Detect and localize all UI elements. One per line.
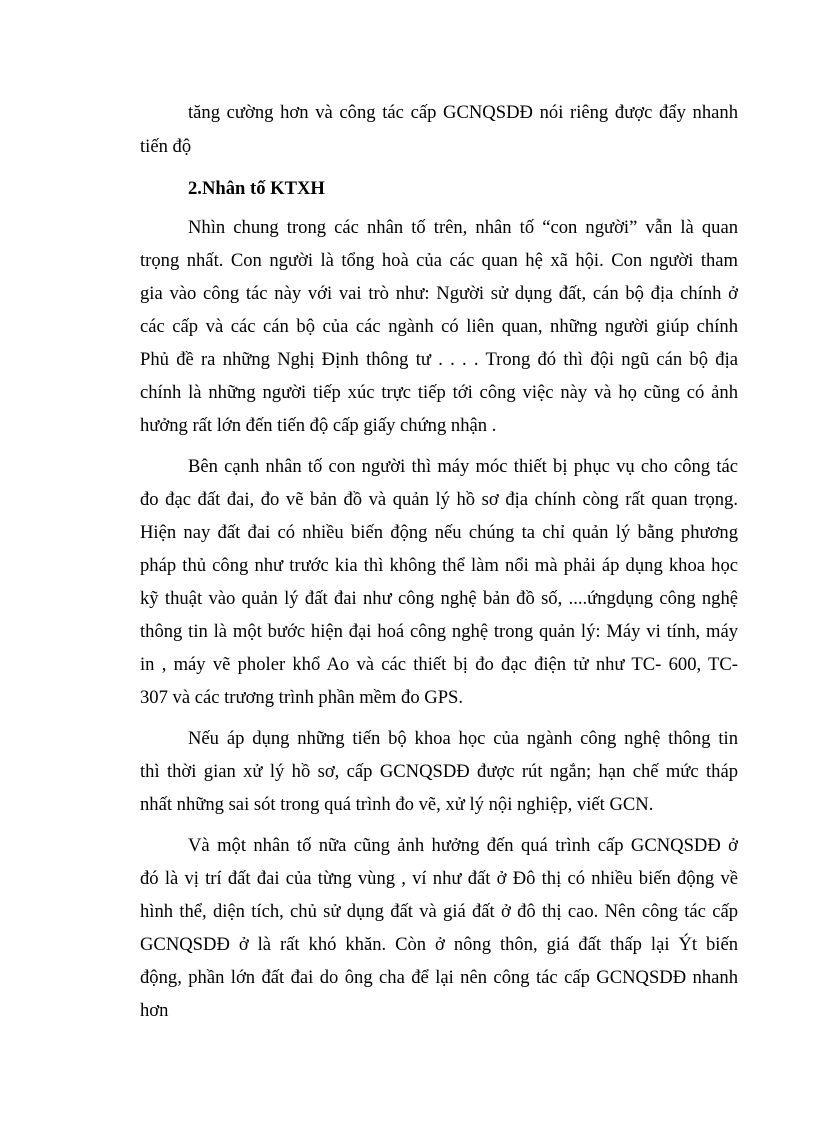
paragraph-line: hơn: [140, 1000, 169, 1021]
section-heading: 2.Nhân tố KTXH: [188, 178, 325, 199]
paragraph-line: kỹ thuật vào quản lý đất đai như công nghệ bản đồ số, ....ứngdụng công nghệ: [140, 588, 738, 609]
paragraph-line: chính là những người tiếp xúc trực tiếp tới công việc này và họ cũng có ảnh: [140, 382, 738, 403]
paragraph-line: in , máy vẽ pholer khổ Ao và các thiết bị đo đạc điện tử như TC- 600, TC-: [140, 654, 738, 675]
paragraph-line: đo đạc đất đai, đo vẽ bản đồ và quản lý hồ sơ địa chính còng rất quan trọng.: [140, 489, 738, 510]
paragraph-line: Phủ đề ra những Nghị Định thông tư . . . . Trong đó thì đội ngũ cán bộ địa: [140, 349, 738, 370]
paragraph-line: Nhìn chung trong các nhân tố trên, nhân tố “con người” vẫn là quan: [188, 217, 738, 238]
paragraph-line: trọng nhất. Con người là tổng hoà của các quan hệ xã hội. Con người tham: [140, 250, 738, 271]
paragraph-line: động, phần lớn đất đai do ông cha để lại nên công tác cấp GCNQSDĐ nhanh: [140, 967, 738, 988]
paragraph-line: hưởng rất lớn đến tiến độ cấp giấy chứng nhận .: [140, 415, 497, 436]
paragraph-line: đó là vị trí đất đai của từng vùng , ví như đất ở Đô thị có nhiều biến động về: [140, 868, 738, 889]
paragraph-line: hình thể, diện tích, chủ sử dụng đất và giá đất ở đô thị cao. Nên công tác cấp: [140, 901, 738, 922]
paragraph-line: thì thời gian xử lý hồ sơ, cấp GCNQSDĐ được rút ngắn; hạn chế mức tháp: [140, 761, 738, 782]
paragraph-line: Hiện nay đất đai có nhiều biến động nếu chúng ta chỉ quản lý bằng phương: [140, 522, 738, 543]
paragraph-line: pháp thủ công như trước kia thì không thể làm nổi mà phải áp dụng khoa học: [140, 555, 738, 576]
paragraph-line: Bên cạnh nhân tố con người thì máy móc thiết bị phục vụ cho công tác: [188, 456, 738, 477]
paragraph-line: gia vào công tác này với vai trò như: Người sử dụng đất, cán bộ địa chính ở: [140, 283, 738, 304]
intro-line: tăng cường hơn và công tác cấp GCNQSDĐ nói riêng được đẩy nhanh: [188, 102, 738, 123]
intro-line: tiến độ: [140, 136, 192, 157]
paragraph-line: GCNQSDĐ ở là rất khó khăn. Còn ở nông thôn, giá đất thấp lại Ýt biến: [140, 934, 738, 955]
paragraph-line: thông tin là một bước hiện đại hoá công nghệ trong quản lý: Máy vi tính, máy: [140, 621, 738, 642]
paragraph-line: nhất những sai sót trong quá trình đo vẽ, xử lý nội nghiệp, viết GCN.: [140, 794, 654, 815]
paragraph-line: Nếu áp dụng những tiến bộ khoa học của ngành công nghệ thông tin: [188, 728, 738, 749]
paragraph-line: 307 và các trương trình phần mềm đo GPS.: [140, 687, 464, 708]
paragraph-line: các cấp và các cán bộ của các ngành có liên quan, những người giúp chính: [140, 316, 738, 337]
paragraph-line: Và một nhân tố nữa cũng ảnh hưởng đến quá trình cấp GCNQSDĐ ở: [188, 835, 738, 856]
